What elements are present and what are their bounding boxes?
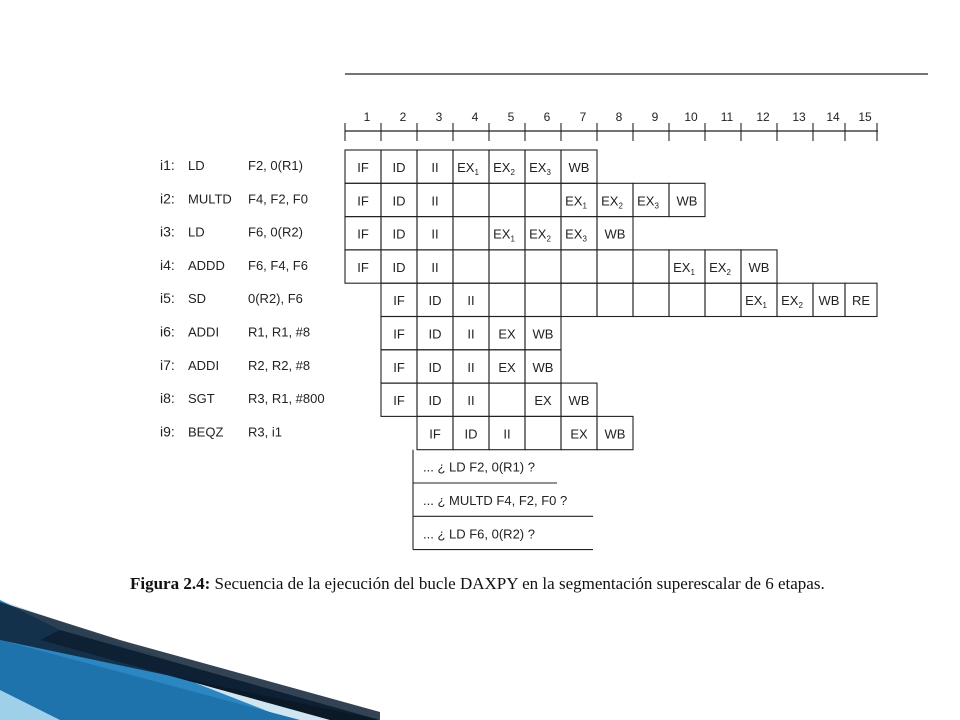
speculative-row	[413, 483, 593, 516]
cycle-label: 3	[435, 110, 443, 124]
instruction-row	[160, 283, 877, 316]
stage-cell	[489, 283, 525, 316]
stage-cell	[453, 250, 489, 283]
instruction-rows	[160, 150, 877, 450]
stage-label: $EX_2$	[529, 226, 551, 244]
stage-subscript: 1	[690, 267, 695, 277]
instruction-id: i4:	[160, 256, 175, 273]
stage-cell	[705, 283, 741, 316]
instruction-id: i2:	[160, 190, 175, 207]
speculative-instruction: ... ¿ MULTD F4, F2, F0 ?	[423, 493, 568, 508]
cycle-axis	[345, 110, 878, 141]
stage-label: IF	[357, 193, 369, 209]
stage-label: RE	[851, 293, 871, 309]
instruction-opcode: SGT	[188, 391, 215, 407]
stage-label: $EX_1$	[745, 293, 767, 311]
instruction-operands: F6, 0(R2)	[248, 224, 303, 240]
stage-label: EX	[498, 359, 516, 375]
stage-subscript: 1	[510, 234, 515, 244]
caption-label: Figura 2.4:	[130, 574, 211, 593]
stage-cell	[597, 250, 633, 283]
instruction-operands: F4, F2, F0	[248, 191, 308, 207]
stage-label: II	[467, 393, 475, 409]
stage-cell	[525, 250, 561, 283]
stage-label: $EX_2$	[781, 293, 803, 311]
stage-subscript: 3	[654, 201, 659, 211]
instruction-opcode: BEQZ	[188, 424, 224, 440]
stage-label: $EX_1$	[457, 160, 479, 177]
cycle-label: 12	[756, 110, 770, 124]
stage-label: WB	[818, 293, 840, 309]
instruction-operands: R1, R1, #8	[248, 324, 311, 340]
instruction-id: i6:	[160, 323, 175, 340]
instruction-operands: F6, F4, F6	[248, 257, 308, 273]
stage-label: WB	[676, 193, 698, 209]
stage-cell	[489, 383, 525, 416]
stage-label: II	[467, 326, 475, 342]
stage-label: $EX_3$	[529, 160, 551, 177]
instruction-id: i1:	[160, 157, 175, 173]
speculative-rows	[413, 450, 593, 550]
stage-label: EX	[570, 426, 588, 442]
stage-subscript: 1	[474, 168, 479, 177]
cycle-label: 5	[507, 110, 515, 124]
cycle-label: 14	[826, 110, 840, 124]
stage-cell	[633, 250, 669, 283]
caption-text: Secuencia de la ejecución del bucle DAXPY en la segmentación superescalar de 6 etapas.	[210, 574, 825, 593]
cycle-label: 13	[792, 110, 806, 124]
instruction-operands: 0(R2), F6	[248, 291, 303, 307]
stage-cell	[489, 250, 525, 283]
stage-label: ID	[428, 293, 442, 309]
stage-subscript: 2	[546, 234, 551, 244]
stage-label: WB	[532, 326, 554, 342]
instruction-id: i7:	[160, 356, 175, 373]
instruction-id: i8:	[160, 390, 175, 407]
stage-label: IF	[357, 226, 369, 242]
cycle-label: 8	[615, 110, 623, 124]
cycle-label: 15	[858, 110, 872, 124]
cycle-label: 4	[471, 110, 479, 124]
stage-label: IF	[357, 160, 369, 175]
stage-label: $EX_2$	[493, 160, 515, 177]
stage-label: WB	[604, 426, 626, 442]
stage-cell	[453, 183, 489, 216]
stage-label: $EX_3$	[565, 226, 587, 244]
instruction-row	[160, 183, 705, 216]
stage-cell	[633, 283, 669, 316]
instruction-opcode: LD	[188, 224, 205, 240]
cycle-label: 6	[543, 110, 551, 124]
stage-label: $EX_2$	[709, 259, 731, 277]
stage-label: II	[431, 160, 439, 175]
stage-label: ID	[392, 193, 406, 209]
stage-label: WB	[568, 160, 590, 175]
stage-cell	[525, 183, 561, 216]
instruction-row	[160, 350, 561, 383]
stage-cell	[561, 250, 597, 283]
instruction-opcode: ADDI	[188, 324, 220, 340]
instruction-row	[160, 416, 633, 449]
stage-label: $EX_2$	[601, 193, 623, 211]
stage-label: IF	[393, 293, 405, 309]
instruction-row	[160, 150, 597, 183]
stage-label: WB	[748, 259, 770, 275]
speculative-instruction: ... ¿ LD F2, 0(R1) ?	[423, 459, 535, 475]
figure-caption	[130, 574, 930, 594]
stage-label: IF	[357, 259, 369, 275]
stage-label: ID	[464, 426, 478, 442]
cycle-label: 2	[399, 110, 407, 124]
speculative-row	[413, 516, 593, 549]
stage-subscript: 2	[618, 201, 623, 211]
stage-label: II	[467, 359, 475, 375]
stage-label: ID	[428, 326, 442, 342]
speculative-instruction: ... ¿ LD F6, 0(R2) ?	[423, 526, 535, 542]
stage-label: II	[503, 426, 511, 442]
stage-label: $EX_1$	[565, 193, 587, 211]
stage-label: IF	[393, 326, 405, 342]
instruction-id: i5:	[160, 290, 175, 307]
stage-label: IF	[429, 426, 441, 442]
stage-label: $EX_3$	[637, 193, 659, 211]
stage-label: WB	[532, 359, 554, 375]
stage-subscript: 1	[762, 301, 767, 311]
stage-subscript: 3	[546, 168, 551, 177]
stage-subscript: 2	[726, 267, 731, 277]
stage-label: $EX_1$	[493, 226, 515, 244]
cycle-label: 7	[579, 110, 587, 124]
stage-cell	[453, 217, 489, 250]
instruction-opcode: SD	[188, 291, 207, 307]
instruction-row	[160, 250, 777, 283]
stage-label: II	[431, 226, 439, 242]
stage-label: ID	[392, 226, 406, 242]
stage-cell	[597, 283, 633, 316]
stage-label: ID	[392, 259, 406, 275]
instruction-row	[160, 317, 561, 350]
instruction-operands: R3, i1	[248, 424, 282, 440]
stage-label: ID	[428, 393, 442, 409]
speculative-row	[413, 450, 557, 483]
stage-label: ID	[392, 160, 406, 175]
stage-cell	[669, 283, 705, 316]
stage-cell	[561, 283, 597, 316]
stage-cell	[489, 183, 525, 216]
stage-label: EX	[498, 326, 516, 342]
instruction-id: i3:	[160, 223, 175, 240]
instruction-opcode: LD	[188, 158, 205, 173]
stage-cell	[525, 283, 561, 316]
stage-label: IF	[393, 393, 405, 409]
decorative-band	[0, 600, 380, 720]
instruction-operands: F2, 0(R1)	[248, 158, 303, 173]
instruction-operands: R2, R2, #8	[248, 357, 311, 373]
stage-subscript: 2	[510, 168, 515, 177]
stage-subscript: 2	[798, 301, 803, 311]
cycle-label: 11	[720, 110, 734, 124]
instruction-row	[160, 383, 597, 416]
stage-label: WB	[604, 226, 626, 242]
stage-cell	[525, 416, 561, 449]
stage-label: EX	[534, 393, 552, 409]
stage-label: II	[431, 193, 439, 209]
instruction-row	[160, 217, 633, 250]
cycle-label: 9	[651, 110, 659, 124]
stage-label: $EX_1$	[673, 259, 695, 277]
stage-label: IF	[393, 359, 405, 375]
stage-label: WB	[568, 393, 590, 409]
cycle-label: 10	[684, 110, 698, 124]
instruction-id: i9:	[160, 423, 175, 440]
cycle-label: 1	[363, 110, 371, 124]
stage-subscript: 1	[582, 201, 587, 211]
instruction-opcode: MULTD	[188, 191, 232, 207]
instruction-opcode: ADDD	[188, 257, 225, 273]
instruction-operands: R3, R1, #800	[248, 391, 325, 407]
stage-label: II	[431, 259, 439, 275]
stage-label: ID	[428, 359, 442, 375]
stage-subscript: 3	[582, 234, 587, 244]
stage-label: II	[467, 293, 475, 309]
instruction-opcode: ADDI	[188, 357, 220, 373]
